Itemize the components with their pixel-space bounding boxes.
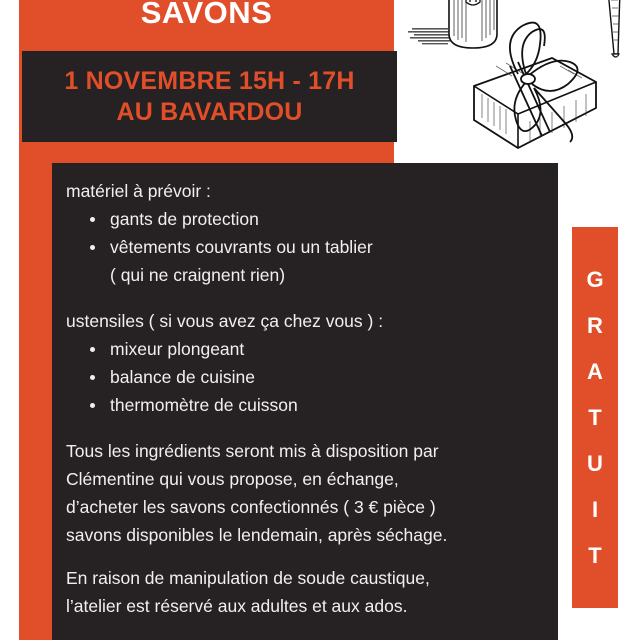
spacer	[66, 289, 542, 307]
list-item: mixeur plongeant	[88, 335, 542, 363]
page-title: SAVONS	[140, 0, 273, 30]
materials-list	[88, 205, 542, 261]
materials-continuation: ( qui ne craignent rien)	[110, 265, 286, 285]
badge-letter: A	[587, 358, 603, 384]
ingredients-line-4: savons disponibles le lendemain, après séchage.	[66, 525, 448, 545]
ingredients-line-2: Clémentine qui vous propose, en échange,	[66, 469, 399, 489]
badge-letter: G	[586, 266, 604, 292]
utensils-heading: ustensiles ( si vous avez ça chez vous ) :	[66, 311, 384, 331]
utensils-list	[88, 335, 542, 419]
jar-shadow	[408, 28, 452, 44]
spacer	[66, 419, 542, 437]
badge-letter: R	[587, 312, 603, 338]
materials-heading: matériel à prévoir :	[66, 181, 211, 201]
safety-line-2: l’atelier est réservé aux adultes et aux ados.	[66, 596, 408, 616]
list-item: thermomètre de cuisson	[88, 391, 542, 419]
badge-letter: U	[587, 450, 603, 476]
date-location-box	[22, 51, 397, 142]
badge-letter: I	[591, 496, 599, 522]
content-panel	[52, 163, 558, 640]
badge-letter: T	[588, 404, 602, 430]
date-line-2: AU BAVARDOU	[116, 97, 303, 126]
list-item: gants de protection	[88, 205, 542, 233]
spacer	[66, 549, 542, 564]
soap-making-illustration	[400, 0, 640, 160]
brush-icon	[606, 0, 622, 57]
ingredients-line-3: d’acheter les savons confectionnés ( 3 € pièce )	[66, 497, 436, 517]
badge-letter: T	[588, 542, 602, 568]
list-item: balance de cuisine	[88, 363, 542, 391]
date-line-1: 1 NOVEMBRE 15H - 17H	[64, 66, 355, 95]
ingredients-line-1: Tous les ingrédients seront mis à disposition par	[66, 441, 439, 461]
list-item: vêtements couvrants ou un tablier	[88, 233, 542, 261]
status-badge	[572, 227, 618, 608]
safety-line-1: En raison de manipulation de soude caustique,	[66, 568, 430, 588]
